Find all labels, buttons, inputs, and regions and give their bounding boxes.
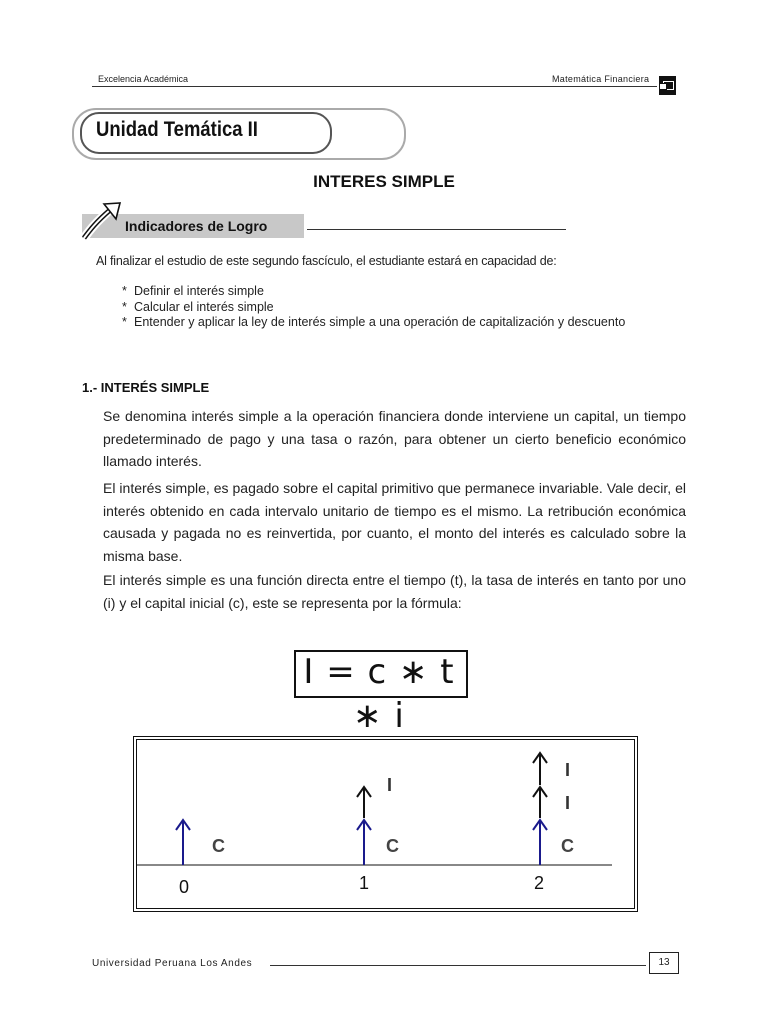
interest-label-2a: I [565, 793, 571, 813]
page-number: 13 [649, 952, 679, 974]
capital-label-0: C [212, 836, 225, 856]
header-right-text: Matemática Financiera [552, 74, 650, 84]
interest-arrow-1 [357, 787, 371, 818]
interest-arrow-2b [533, 753, 547, 785]
page-title: INTERES SIMPLE [313, 172, 455, 191]
period-label-1: 1 [359, 873, 370, 893]
period-label-0: 0 [179, 877, 190, 897]
indicators-intro: Al finalizar el estudio de este segundo fascículo, el estudiante estará en capacidad de: [96, 254, 557, 268]
indicators-heading: Indicadores de Logro [125, 218, 268, 234]
period-label-2: 2 [534, 873, 545, 893]
capital-label-2: C [561, 836, 574, 856]
capital-arrow-1 [357, 820, 371, 865]
section-heading: 1.- INTERÉS SIMPLE [82, 380, 210, 395]
list-item: * Entender y aplicar la ley de interés simple a una operación de capitalización y descuento [122, 315, 626, 329]
unit-title: Unidad Temática II [96, 118, 258, 141]
paragraph-2: El interés simple, es pagado sobre el capital primitivo que permanece invariable. Vale decir, el interés obtenido en cada intervalo unitario de tiempo es el mismo. La retribución económica causada y pagada no es reinvertida, por cuanto, el monto del interés es calculado sobre la misma base. [103, 480, 686, 564]
footer-rule [270, 965, 646, 966]
capital-arrow-0 [176, 820, 190, 865]
list-item: * Definir el interés simple [122, 284, 264, 298]
formula: I = c ∗ t ∗ i [303, 652, 455, 736]
paragraph-3: El interés simple es una función directa entre el tiempo (t), la tasa de interés en tanto por uno (i) y el capital inicial (c), este se representa por la fórmula: [103, 572, 686, 611]
interest-label-2b: I [565, 760, 571, 780]
paragraph-1: Se denomina interés simple a la operación financiera donde interviene un capital, un tiempo predeterminado de pago y una tasa o razón, para obtener un cierto beneficio económico llamado interés. [103, 408, 686, 469]
footer-text: Universidad Peruana Los Andes [92, 958, 253, 969]
header-left-text: Excelencia Académica [98, 74, 189, 84]
capital-label-1: C [386, 836, 399, 856]
capital-arrow-2 [533, 820, 547, 865]
interest-label-1: I [387, 775, 393, 795]
list-item: * Calcular el interés simple [122, 299, 274, 314]
interest-arrow-2a [533, 787, 547, 818]
